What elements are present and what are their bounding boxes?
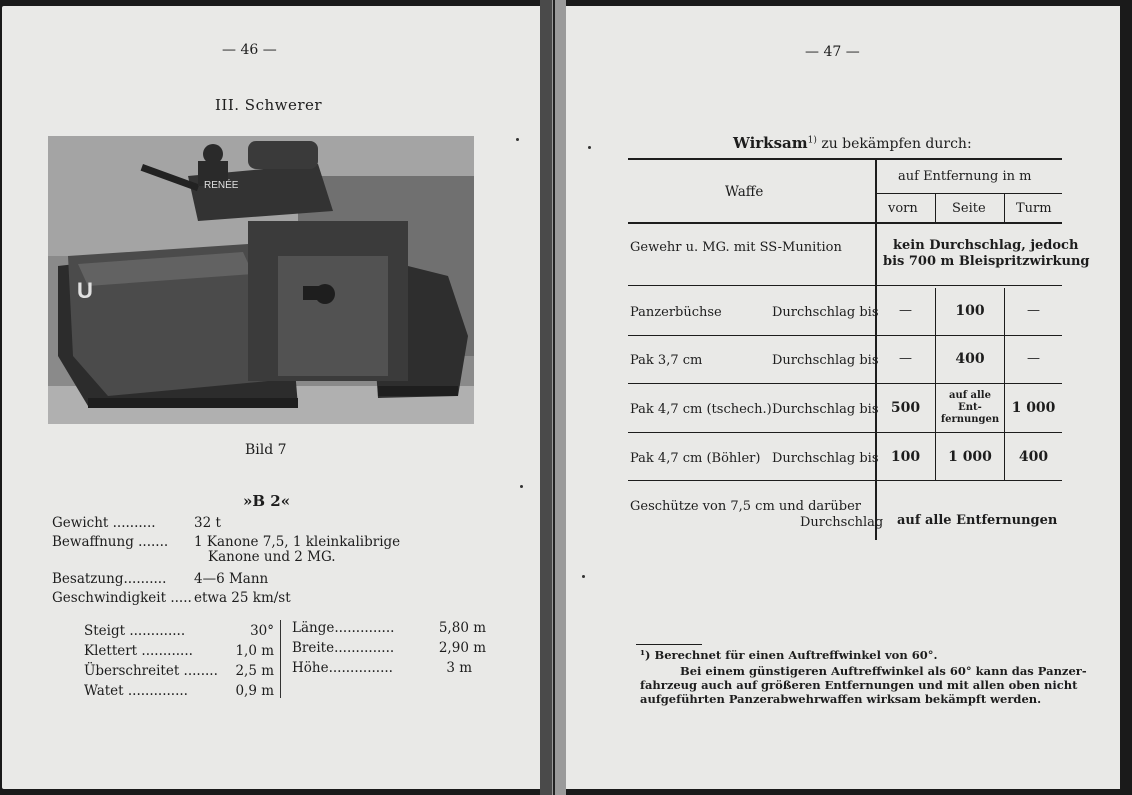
footnote-line-4: aufgeführten Panzerabwehrwaffen wirksam bekämpft werden. [640, 692, 1042, 706]
spec-label: Geschwindigkeit ..... [52, 590, 192, 606]
dimension-row [292, 640, 486, 660]
weapon-name: Panzerbüchse [630, 305, 722, 320]
dimension-label: Breite.............. [292, 640, 395, 656]
value-front: 500 [890, 400, 921, 416]
table-column-rule [935, 193, 936, 223]
capability-value: 1,0 m [235, 643, 274, 659]
value-front: — [899, 351, 912, 366]
capability-row [84, 663, 274, 683]
capability-label: Überschreitet ........ [84, 663, 218, 679]
table-row-rule [628, 285, 1062, 286]
weapon-effect: Durchschlag bis [772, 353, 879, 368]
spec-row [52, 514, 221, 532]
value-front: 100 [890, 449, 921, 465]
dimension-label: Länge.............. [292, 620, 395, 636]
spec-value: 4—6 Mann [194, 571, 269, 587]
weapon-name: Pak 4,7 cm (tschech.) [630, 402, 772, 417]
capability-value: 30° [250, 623, 274, 639]
footnote-line-3: fahrzeug auch auf größeren Entfernungen und mit allen oben nicht [640, 678, 1078, 692]
hull-letter: U [77, 278, 93, 303]
dimension-value: 5,80 m [438, 620, 486, 636]
table-header-rule [876, 193, 1062, 194]
weapon-effect: Durchschlag bis [772, 451, 879, 466]
header-front: vorn [888, 201, 918, 216]
table-row-rule [628, 383, 1062, 384]
dimension-row [292, 620, 486, 640]
capability-row [84, 623, 274, 643]
spec-value-continuation: Kanone und 2 MG. [208, 549, 336, 565]
weapon-effect: Durchschlag bis [772, 305, 879, 320]
table-title-bold: Wirksam [733, 134, 808, 152]
tank-photo [48, 136, 474, 424]
table-title-rest: zu bekämpfen durch: [816, 136, 972, 152]
table-column-rule [1004, 193, 1005, 223]
page-number-left: — 46 — [222, 42, 277, 58]
value-side-line-3: fernungen [940, 414, 1000, 425]
dimension-value: 3 m [446, 660, 472, 676]
book-spine-line [553, 0, 555, 795]
column-divider [280, 620, 281, 698]
table-header-bottom-rule [628, 222, 1062, 224]
dimension-label: Höhe............... [292, 660, 393, 676]
footnote-line-2: Bei einem günstigeren Auftreffwinkel als 60° kann das Panzer- [680, 664, 1087, 678]
capability-label: Steigt ............. [84, 623, 186, 639]
footnote-rule [636, 644, 702, 645]
weapon-name: Pak 4,7 cm (Böhler) [630, 451, 761, 466]
tank-model-name: »B 2« [243, 492, 291, 510]
table-title [733, 134, 972, 152]
header-weapon: Waffe [725, 184, 764, 200]
value-turret: 400 [1018, 449, 1049, 465]
table-top-rule [628, 158, 1062, 160]
turret-marking: RENÉE [204, 180, 239, 191]
figure-caption: Bild 7 [245, 442, 287, 458]
header-distance: auf Entfernung in m [898, 169, 1032, 184]
spec-label: Besatzung.......... [52, 571, 167, 587]
spec-value: etwa 25 km/st [194, 590, 291, 606]
spec-value: 32 t [194, 515, 221, 531]
weapon-name: Gewehr u. MG. mit SS-Munition [630, 240, 842, 255]
value-side: 1 000 [948, 449, 992, 465]
value-turret: — [1027, 351, 1040, 366]
value-side: 100 [955, 303, 985, 319]
header-side: Seite [952, 201, 986, 216]
table-row-rule [628, 432, 1062, 433]
capability-row [84, 643, 274, 663]
page-number-right: — 47 — [805, 44, 860, 60]
header-turret: Turm [1016, 201, 1052, 216]
spec-label: Bewaffnung ....... [52, 534, 169, 550]
paper-speck [520, 485, 523, 488]
capability-label: Watet .............. [84, 683, 188, 699]
spec-row [52, 570, 269, 588]
spec-label: Gewicht .......... [52, 515, 156, 531]
table-row-rule [628, 335, 1062, 336]
spec-value: 1 Kanone 7,5, 1 kleinkalibrige [194, 534, 401, 550]
footnote-marker: 1) [807, 135, 817, 146]
value-turret: 1 000 [1011, 400, 1056, 416]
value-side-line-2: Ent- [958, 402, 982, 413]
paper-speck [588, 146, 591, 149]
merged-effect-line-1: kein Durchschlag, jedoch [893, 238, 1079, 253]
section-heading: III. Schwerer [215, 96, 323, 114]
value-side-line-1: auf alle [949, 390, 991, 401]
table-row-rule [628, 480, 1062, 481]
weapon-name-line-2: Durchschlag [800, 515, 884, 530]
tank-illustration [48, 136, 474, 424]
capability-value: 0,9 m [235, 683, 274, 699]
capability-row [84, 683, 274, 703]
table-column-rule [875, 158, 877, 540]
footnote-line-1: ¹) Berechnet für einen Auftreffwinkel von 60°. [640, 648, 938, 662]
paper-speck [582, 575, 585, 578]
dimension-value: 2,90 m [438, 640, 486, 656]
value-turret: — [1027, 303, 1040, 318]
weapon-effect: Durchschlag bis [772, 402, 879, 417]
value-side: 400 [955, 351, 985, 367]
spec-row [52, 589, 291, 607]
capability-value: 2,5 m [235, 663, 274, 679]
weapon-name: Pak 3,7 cm [630, 353, 703, 368]
weapon-name-line-1: Geschütze von 7,5 cm und darüber [630, 499, 861, 514]
value-front: — [899, 303, 912, 318]
spec-row [52, 533, 401, 551]
merged-effect: auf alle Entfernungen [897, 513, 1058, 528]
merged-effect-line-2: bis 700 m Bleispritzwirkung [883, 254, 1090, 269]
capability-label: Klettert ............ [84, 643, 193, 659]
dimension-row [292, 660, 472, 680]
paper-speck [516, 138, 519, 141]
